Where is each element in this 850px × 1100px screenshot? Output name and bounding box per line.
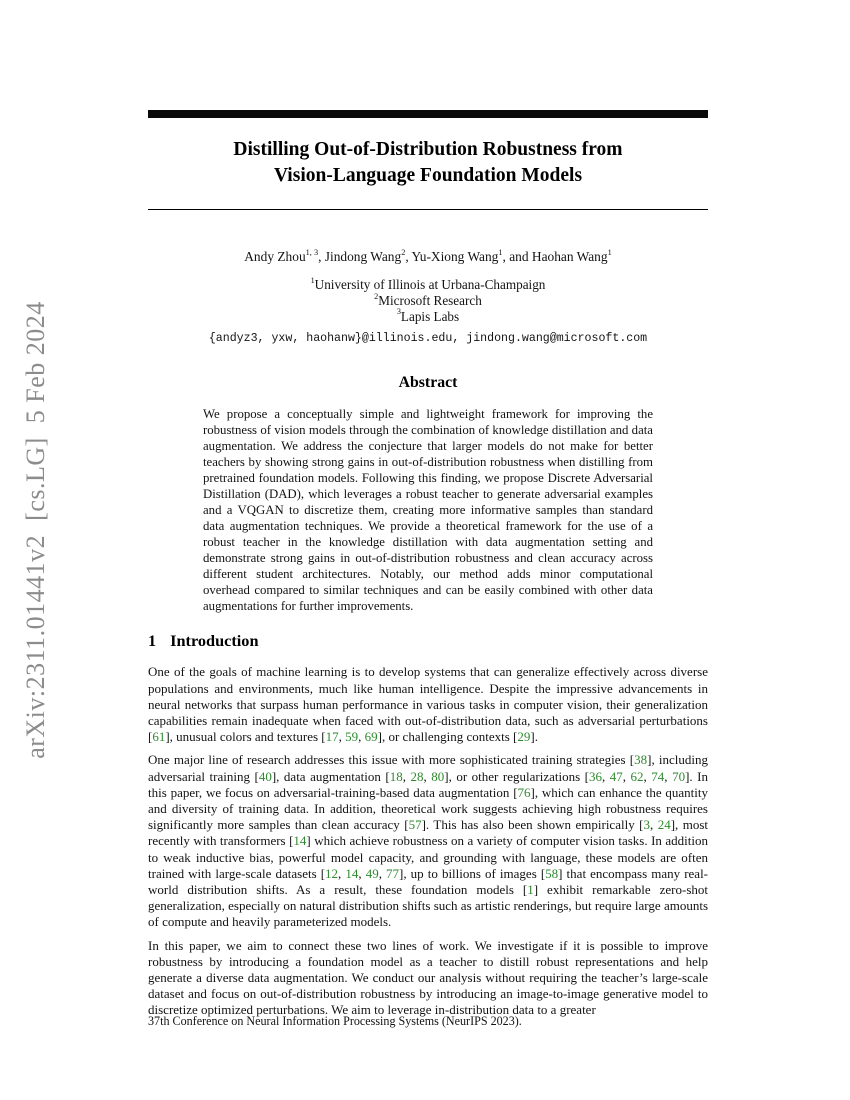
citation-link[interactable]: 18: [389, 768, 403, 784]
section-heading-introduction: [148, 630, 708, 652]
paper-content: [148, 110, 708, 1019]
citation-link[interactable]: 28: [410, 768, 424, 784]
affiliation-line-2: $^2$Microsoft Research: [374, 291, 482, 308]
superscript-marker: 1: [607, 247, 612, 257]
citation-link[interactable]: 12: [325, 865, 339, 881]
section-title: Introduction: [170, 631, 259, 651]
arxiv-stamp: arXiv:2311.01441v2 [cs.LG] 5 Feb 2024: [21, 301, 50, 759]
author-line: Andy Zhou$^{1, 3}$, Jindong Wang$^2$, Yu-Xiong Wang$^1$, and Haohan Wang$^1$: [244, 247, 612, 264]
citation-link[interactable]: 14: [293, 833, 307, 849]
citation-link[interactable]: 29: [517, 729, 531, 745]
section-number: 1: [148, 631, 157, 651]
citation-link[interactable]: 62: [630, 768, 644, 784]
citation-link[interactable]: 70: [672, 768, 686, 784]
intro-paragraph-3: In this paper, we aim to connect these two lines of work. We investigate if it is possible to improve robustness by introducing a foundation model as a teacher to distill robust representations and help generate a diverse data augmentation. We conduct our analysis without requiring the teacher’s large-scale dataset and focus on out-of-distribution robustness by introducing an image-to-image generative model to discretize optimized perturbations. We aim to leverage in-distribution data to a greater: [148, 937, 708, 1018]
citation-link[interactable]: 80: [431, 768, 445, 784]
superscript-marker: 2: [401, 247, 406, 257]
citation-link[interactable]: 3: [643, 817, 650, 833]
paper-title-line1: Distilling Out-of-Distribution Robustness from: [233, 139, 623, 160]
intro-paragraph-2: One major line of research addresses this issue with more sophisticated training strategies [38], including adversarial training [40], data augmentation [18, 28, 80], or other regularizations [36, 47, 62, 74, 70]. In this paper, we focus on adversarial-training-based data augmentation [76], which can enhance the quantity and diversity of training data. In addition, theoretical work suggests achieving high robustness requires significantly more samples than clean accuracy [57]. This has also been shown empirically [3, 24], most recently with transformers [14] which achieve robustness on a variety of computer vision tasks. In addition to weak inductive bias, powerful model capacity, and grounding with language, these models are often trained with large-scale datasets [12, 14, 49, 77], up to billions of images [58] that encompass many real-world distribution shifts. As a result, these foundation models [1] exhibit remarkable zero-shot generalization, especially on natural distribution shifts such as artistic renderings, but require large amounts of compute and heavily parameterized models.: [148, 752, 709, 930]
citation-link[interactable]: 74: [651, 768, 665, 784]
author-emails: {andyz3, yxw, haohanw}@illinois.edu, jindong.wang@microsoft.com: [208, 332, 648, 346]
affiliations-block: [148, 277, 708, 324]
superscript-marker: 1: [310, 275, 315, 285]
citation-link[interactable]: 36: [589, 768, 602, 784]
citation-link[interactable]: 38: [634, 752, 648, 768]
superscript-marker: 2: [374, 291, 379, 301]
conference-footnote: 37th Conference on Neural Information Processing Systems (NeurIPS 2023).: [148, 1014, 522, 1028]
citation-link[interactable]: 47: [609, 768, 623, 784]
citation-link[interactable]: 61: [152, 729, 166, 745]
paper-title-line2: Vision-Language Foundation Models: [273, 165, 583, 186]
citation-link[interactable]: 1: [527, 882, 534, 898]
citation-link[interactable]: 59: [345, 729, 359, 745]
citation-link[interactable]: 58: [545, 865, 559, 881]
citation-link[interactable]: 77: [386, 865, 400, 881]
superscript-marker: 1, 3: [305, 247, 319, 257]
citation-link[interactable]: 76: [517, 784, 531, 800]
citation-link[interactable]: 24: [657, 817, 671, 833]
header-redaction-bar: [148, 110, 708, 118]
citation-link[interactable]: 17: [325, 729, 339, 745]
superscript-marker: 3: [396, 307, 401, 317]
citation-link[interactable]: 49: [365, 865, 379, 881]
citation-link[interactable]: 14: [345, 865, 359, 881]
title-divider: [148, 209, 708, 210]
citation-link[interactable]: 57: [408, 817, 422, 833]
intro-paragraph-1: One of the goals of machine learning is to develop systems that can generalize effectively across diverse populations and environments, much like human intelligence. Despite the impressive advancements in neural networks that surpass human performance in various tasks in computer vision, their generalization capabilities remain inadequate when faced with out-of-distribution data, such as adversarial perturbations [61], unusual colors and textures [17, 59, 69], or challenging contexts [29].: [148, 664, 708, 745]
superscript-marker: 1: [498, 247, 503, 257]
paper-title: [148, 137, 708, 189]
affiliation-line-1: $^1$University of Illinois at Urbana-Champaign: [310, 275, 546, 292]
affiliation-line-3: $^3$Lapis Labs: [396, 307, 460, 324]
abstract-heading: Abstract: [398, 374, 458, 392]
abstract-text: We propose a conceptually simple and lightweight framework for improving the robustness of vision models through the combination of knowledge distillation and data augmentation. We address the conjecture that larger models do not make for better teachers by showing strong gains in out-of-distribution robustness when distilling from pretrained foundation models. Following this finding, we propose Discrete Adversarial Distillation (DAD), which leverages a robust teacher to generate adversarial examples and a VQGAN to discretize them, creating more informative samples than standard data augmentation techniques. We provide a theoretical framework for the use of a robust teacher in the knowledge distillation with data augmentation setting and demonstrate strong gains in out-of-distribution robustness and clean accuracy across different student architectures. Notably, our method adds minor computational overhead compared to similar techniques and can be easily combined with other data augmentations for further improvements.: [203, 407, 653, 614]
citation-link[interactable]: 40: [258, 768, 272, 784]
citation-link[interactable]: 69: [364, 729, 378, 745]
